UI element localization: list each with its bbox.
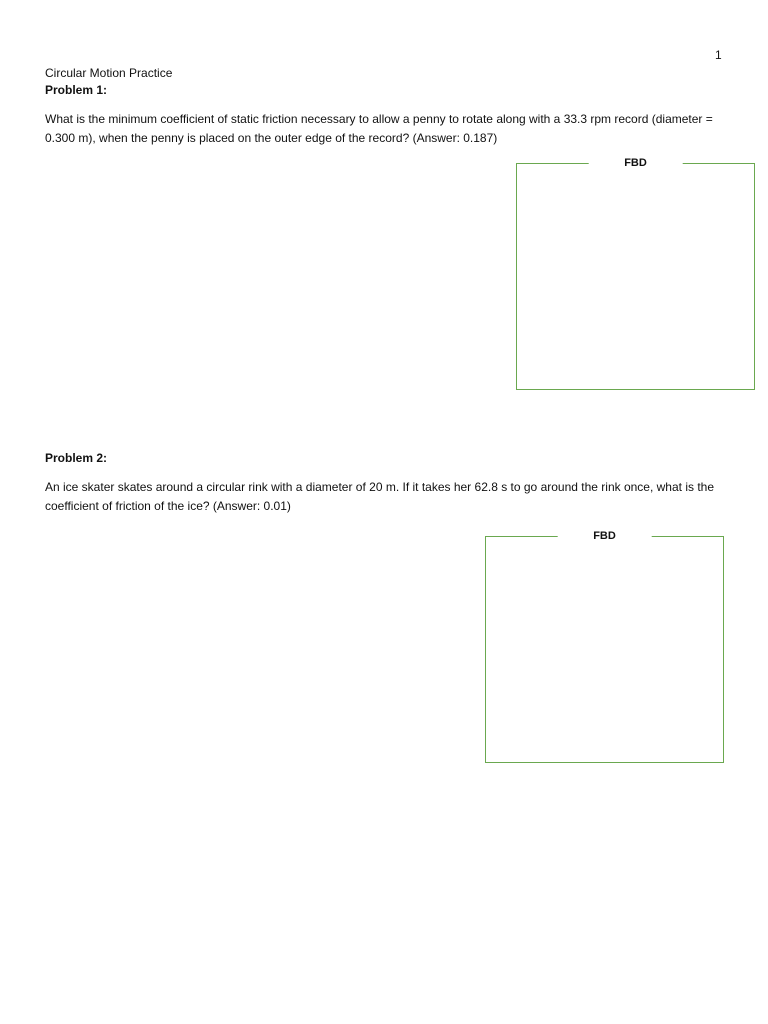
problem-1-question: What is the minimum coefficient of static friction necessary to allow a penny to rotate along with a 33.3 rpm record (diameter = 0.300 m), when the penny is placed on the outer edge of the record? (Answer: 0.187) (45, 112, 713, 145)
page-number: 1 (715, 48, 722, 62)
problem-1-fbd-label: FBD (588, 156, 683, 170)
problem-2-question: An ice skater skates around a circular rink with a diameter of 20 m. If it takes her 62.8 s to go around the rink once, what is the coefficient of friction of the ice? (Answer: 0.01) (45, 480, 714, 513)
problem-1-fbd-box[interactable] (516, 157, 755, 390)
document-title: Circular Motion Practice (45, 66, 173, 80)
problem-2-heading: Problem 2: (45, 451, 108, 465)
problem-2-fbd-label: FBD (557, 529, 652, 543)
problem-1-heading: Problem 1: (45, 83, 108, 97)
problem-2-fbd-box[interactable] (485, 530, 724, 763)
